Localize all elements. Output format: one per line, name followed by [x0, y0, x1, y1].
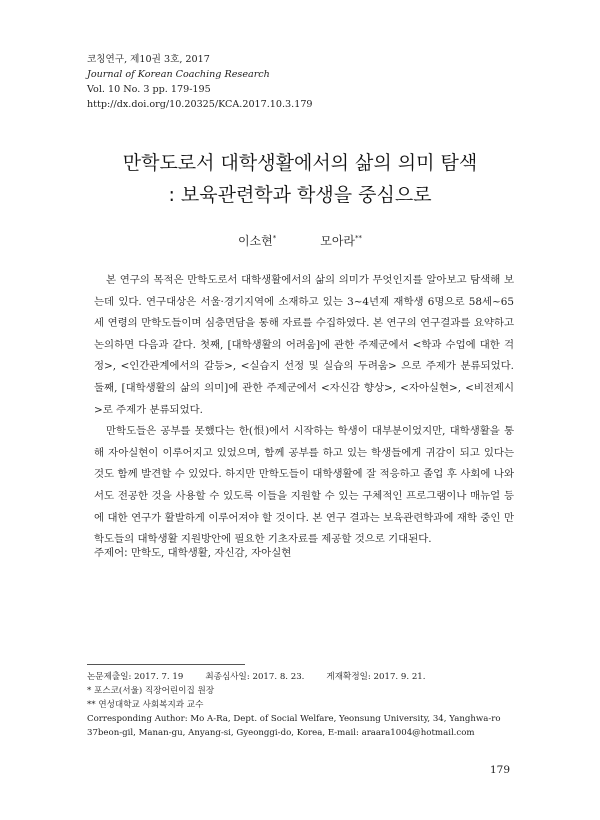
submission-dates — [87, 670, 527, 684]
title-line-2: : 보육관련학과 학생을 중심으로 — [168, 184, 432, 206]
keywords-label: 주제어: — [94, 547, 128, 559]
author-mark: * — [272, 234, 277, 242]
journal-issue-line: 코칭연구, 제10권 3호, 2017 — [87, 54, 210, 65]
abstract — [94, 270, 514, 551]
reviewed-date: 최종심사일: 2017. 8. 23. — [205, 672, 305, 682]
author-affiliation-1: * 포스코(서울) 직장어린이집 원장 — [87, 686, 215, 696]
abstract-paragraph: 만학도들은 공부를 못했다는 한(恨)에서 시작하는 학생이 대부분이었지만, 대학생활을 통해 자아실현이 이루어지고 있었으며, 함께 공부를 하고 있는 학생들에게 귀감이 되고 있다는 것도 함께 발견할 수 있었다. 하지만 만학도들이 대학생활에 잘 적응하고 졸업 후 사회에 나와서도 전공한 것을 사용할 수 있도록 이들을 지원할 수 있는 구체적인 프로그램이나 매뉴얼 등에 대한 연구가 활발하게 이루어져야 할 것이다. 본 연구 결과는 보육관련학과에 재학 중인 만학도들의 대학생활 지원방안에 필요한 기초자료를 제공할 것으로 기대된다. — [94, 425, 514, 546]
author-list — [0, 232, 600, 249]
footnotes — [87, 670, 527, 740]
author-mark: ** — [355, 234, 363, 242]
keywords-list: 만학도, 대학생활, 자신감, 자아실현 — [130, 547, 292, 559]
keywords — [94, 544, 291, 559]
page-number: 179 — [490, 764, 511, 776]
author-affiliation-2: ** 연성대학교 사회복지과 교수 — [87, 700, 204, 710]
doi-link[interactable]: http://dx.doi.org/10.20325/KCA.2017.10.3.179 — [87, 99, 313, 110]
corresponding-author: Corresponding Author: Mo A-Ra, Dept. of Social Welfare, Yeonsung University, 34, Yanghwa-ro 37beon-gil, Manan-gu, Anyang-si, Gyeonggi-do, Korea, E-mail: araara1004@hotmail.com — [87, 714, 501, 738]
submitted-date: 논문제출일: 2017. 7. 19 — [87, 672, 184, 682]
journal-name: Journal of Korean Coaching Research — [87, 69, 270, 80]
author-name: 이소현 — [237, 234, 273, 248]
journal-header — [87, 52, 313, 112]
footnote-divider — [87, 664, 245, 665]
volume-pages: Vol. 10 No. 3 pp. 179-195 — [87, 84, 211, 95]
accepted-date: 게재확정일: 2017. 9. 21. — [326, 672, 426, 682]
title-line-1: 만학도로서 대학생활에서의 삶의 의미 탐색 — [122, 152, 478, 174]
abstract-paragraph: 본 연구의 목적은 만학도로서 대학생활에서의 삶의 의미가 무엇인지를 알아보고 탐색해 보는데 있다. 연구대상은 서울·경기지역에 소재하고 있는 3~4년제 재학생 6명으로 58세~65세 연령의 만학도들이며 심층면담을 통해 자료를 수집하였다. 본 연구의 연구결과를 요약하고 논의하면 다음과 같다. 첫째, [대학생활의 어려움]에 관한 주제군에서 <학과 수업에 대한 걱정>, <인간관계에서의 갈등>, <실습지 선정 및 실습의 두려움> 으로 주제가 분류되었다. 둘째, [대학생활의 삶의 의미]에 관한 주제군에서 <자신감 향상>, <자아실현>, <비전제시>로 주제가 분류되었다. — [94, 274, 514, 416]
author-name: 모아라 — [320, 234, 356, 248]
